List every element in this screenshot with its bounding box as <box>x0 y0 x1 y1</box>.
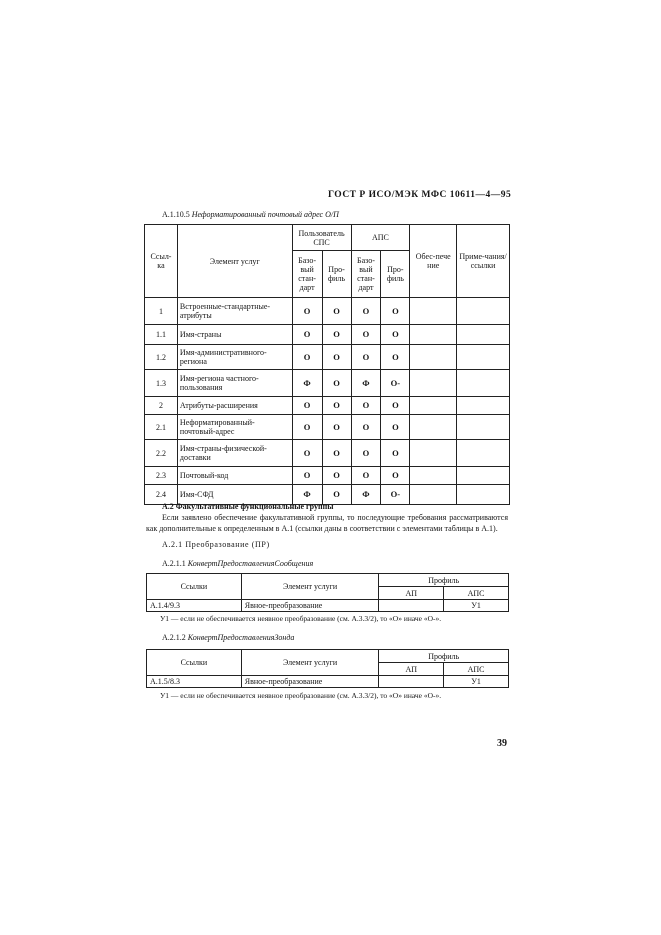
col-element-header: Элемент услуг <box>177 225 292 298</box>
cell-ref: А.1.5/8.3 <box>147 676 242 688</box>
cell-aps-profile: О <box>381 397 410 415</box>
col-ap-header: АП <box>379 587 444 600</box>
cell-ref: 2.3 <box>145 467 178 485</box>
cell-provision <box>410 298 457 325</box>
table-a211-caption <box>162 559 313 568</box>
table-row <box>147 600 509 612</box>
cell-notes <box>457 370 510 397</box>
cell-provision <box>410 440 457 467</box>
col-aps-profile-header: Про-филь <box>381 251 410 298</box>
cell-provision <box>410 467 457 485</box>
col-user-profile-header: Про-филь <box>322 251 351 298</box>
table-row <box>145 467 510 485</box>
cell-aps-profile: О <box>381 298 410 325</box>
cell-ref: 2.2 <box>145 440 178 467</box>
section-a2-title: А.2 Факультативные функциональные группы <box>162 502 334 511</box>
col-ref-header: Ссыл-ка <box>145 225 178 298</box>
caption-number: А.2.1.2 <box>162 633 186 642</box>
cell-user-profile: О <box>322 440 351 467</box>
cell-element: Встроенные-стандартные-атрибуты <box>177 298 292 325</box>
cell-ref: 1 <box>145 298 178 325</box>
cell-notes <box>457 485 510 505</box>
table-row <box>145 397 510 415</box>
col-element-header: Элемент услуги <box>241 650 379 676</box>
cell-element: Атрибуты-расширения <box>177 397 292 415</box>
cell-user-profile: О <box>322 345 351 370</box>
cell-aps: У1 <box>444 600 509 612</box>
cell-user-base: О <box>292 440 322 467</box>
table-row <box>145 370 510 397</box>
cell-aps-profile: О <box>381 345 410 370</box>
cell-aps: У1 <box>444 676 509 688</box>
cell-aps-profile: О- <box>381 485 410 505</box>
cell-aps-base: О <box>351 397 381 415</box>
cell-ap <box>379 676 444 688</box>
cell-ref: 1.2 <box>145 345 178 370</box>
col-element-header: Элемент услуги <box>241 574 379 600</box>
table-a1105-caption <box>162 210 339 219</box>
table-row <box>145 440 510 467</box>
table-row <box>145 325 510 345</box>
cell-aps-base: О <box>351 298 381 325</box>
footnote-a212: У1 — если не обеспечивается неявное преобразование (см. А.3.3/2), то «О» иначе «О-». <box>160 691 442 700</box>
caption-number: А.1.10.5 <box>162 210 190 219</box>
caption-title: КонвертПредоставленияЗонда <box>187 633 295 642</box>
cell-notes <box>457 325 510 345</box>
cell-element: Имя-страны <box>177 325 292 345</box>
cell-ap <box>379 600 444 612</box>
cell-aps-base: Ф <box>351 485 381 505</box>
cell-element: Имя-СФД <box>177 485 292 505</box>
cell-aps-profile: О <box>381 415 410 440</box>
page-number: 39 <box>497 738 507 749</box>
col-aps-header: АПС <box>351 225 410 251</box>
cell-element: Имя-страны-физической-доставки <box>177 440 292 467</box>
table-a1105-body <box>145 298 510 505</box>
cell-element: Имя-административного-региона <box>177 345 292 370</box>
cell-element: Почтовый-код <box>177 467 292 485</box>
cell-user-base: О <box>292 467 322 485</box>
cell-user-profile: О <box>322 298 351 325</box>
cell-user-base: Ф <box>292 485 322 505</box>
cell-aps-base: О <box>351 325 381 345</box>
cell-notes <box>457 467 510 485</box>
cell-provision <box>410 485 457 505</box>
cell-user-base: Ф <box>292 370 322 397</box>
cell-provision <box>410 397 457 415</box>
cell-notes <box>457 415 510 440</box>
table-a212 <box>146 649 509 688</box>
section-a21-title: А.2.1 Преобразование (ПР) <box>162 540 270 549</box>
table-a211 <box>146 573 509 612</box>
footnote-a211: У1 — если не обеспечивается неявное преобразование (см. А.3.3/2), то «О» иначе «О-». <box>160 614 442 623</box>
cell-element: Явное-преобразование <box>241 600 379 612</box>
col-profile-header: Профиль <box>379 650 509 663</box>
table-row <box>145 415 510 440</box>
cell-user-base: О <box>292 325 322 345</box>
cell-aps-base: О <box>351 467 381 485</box>
cell-element: Явное-преобразование <box>241 676 379 688</box>
cell-aps-profile: О <box>381 467 410 485</box>
cell-ref: 1.1 <box>145 325 178 345</box>
cell-provision <box>410 370 457 397</box>
cell-user-profile: О <box>322 370 351 397</box>
cell-provision <box>410 415 457 440</box>
cell-notes <box>457 440 510 467</box>
col-user-base-header: Базо-вый стан-дарт <box>292 251 322 298</box>
caption-title: КонвертПредоставленияСообщения <box>187 559 314 568</box>
cell-user-profile: О <box>322 415 351 440</box>
cell-ref: А.1.4/9.3 <box>147 600 242 612</box>
cell-user-base: О <box>292 415 322 440</box>
col-ap-header: АП <box>379 663 444 676</box>
cell-notes <box>457 397 510 415</box>
col-user-sps-header: Пользователь СПС <box>292 225 351 251</box>
col-profile-header: Профиль <box>379 574 509 587</box>
cell-aps-base: О <box>351 345 381 370</box>
cell-aps-profile: О <box>381 325 410 345</box>
cell-element: Неформатированный-почтовый-адрес <box>177 415 292 440</box>
cell-user-base: О <box>292 298 322 325</box>
cell-provision <box>410 325 457 345</box>
cell-aps-profile: О <box>381 440 410 467</box>
cell-user-profile: О <box>322 325 351 345</box>
cell-provision <box>410 345 457 370</box>
table-row <box>145 298 510 325</box>
table-a212-caption <box>162 633 294 642</box>
col-aps-header: АПС <box>444 663 509 676</box>
cell-user-profile: О <box>322 485 351 505</box>
cell-aps-base: Ф <box>351 370 381 397</box>
caption-title: Неформатированный почтовый адрес О/П <box>191 210 339 219</box>
cell-notes <box>457 345 510 370</box>
cell-element: Имя-региона частного-пользования <box>177 370 292 397</box>
col-provision-header: Обес-пече ние <box>410 225 457 298</box>
cell-aps-base: О <box>351 415 381 440</box>
col-aps-base-header: Базо-вый стан-дарт <box>351 251 381 298</box>
cell-ref: 2.1 <box>145 415 178 440</box>
caption-number: А.2.1.1 <box>162 559 186 568</box>
col-notes-header: Приме-чания/ссылки <box>457 225 510 298</box>
cell-ref: 2 <box>145 397 178 415</box>
cell-notes <box>457 298 510 325</box>
cell-ref: 1.3 <box>145 370 178 397</box>
cell-ref: 2.4 <box>145 485 178 505</box>
table-row <box>145 345 510 370</box>
col-refs-header: Ссылки <box>147 574 242 600</box>
col-refs-header: Ссылки <box>147 650 242 676</box>
cell-aps-base: О <box>351 440 381 467</box>
table-row <box>147 676 509 688</box>
table-a1105 <box>144 224 510 505</box>
cell-user-profile: О <box>322 397 351 415</box>
cell-user-base: О <box>292 345 322 370</box>
cell-aps-profile: О- <box>381 370 410 397</box>
cell-user-profile: О <box>322 467 351 485</box>
cell-user-base: О <box>292 397 322 415</box>
col-aps-header: АПС <box>444 587 509 600</box>
section-a2-body: Если заявлено обеспечение факультативной группы, то последующие требования рассматриваются как дополнительные к определенным в А.1 (ссылки даны в соответствии с элементами таблицы в А.1). <box>146 513 508 533</box>
document-header: ГОСТ Р ИСО/МЭК МФС 10611—4—95 <box>328 190 512 200</box>
